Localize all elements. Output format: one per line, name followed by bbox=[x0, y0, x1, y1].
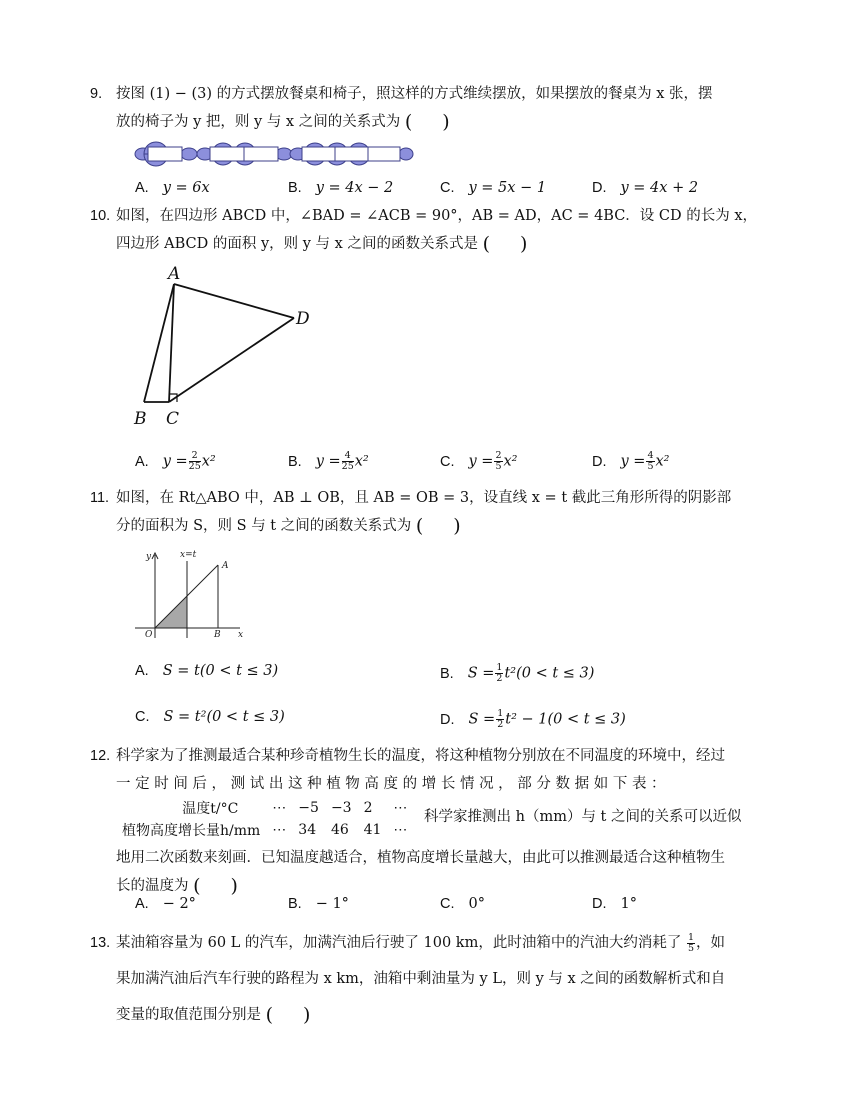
denominator: 5 bbox=[495, 461, 502, 472]
numerator: 1 bbox=[497, 708, 504, 719]
answer-paren-close: ) bbox=[453, 515, 461, 537]
fraction bbox=[687, 933, 695, 954]
option-text: 1° bbox=[620, 896, 637, 912]
option-text: 0° bbox=[468, 896, 485, 912]
fraction bbox=[189, 451, 201, 472]
numerator: 4 bbox=[342, 451, 354, 462]
label-a: A bbox=[168, 264, 181, 284]
fraction bbox=[494, 451, 502, 472]
option-c[interactable] bbox=[135, 709, 285, 725]
question-10 bbox=[90, 202, 764, 258]
table-cell: −3 bbox=[330, 800, 352, 816]
denominator: 5 bbox=[647, 461, 654, 472]
question-text: 长的温度为 bbox=[116, 878, 189, 894]
option-text: y = bbox=[468, 453, 494, 470]
question-number: 11. bbox=[90, 490, 110, 506]
label-b: B bbox=[134, 409, 147, 429]
table-cell: ⋯ bbox=[272, 800, 287, 816]
fraction bbox=[342, 451, 354, 472]
question-12 bbox=[90, 742, 764, 798]
question-text: ，如 bbox=[696, 935, 725, 951]
option-text: t² − 1(0 < t ≤ 3) bbox=[505, 711, 626, 728]
answer-paren-open: ( bbox=[415, 515, 424, 537]
option-label: B. bbox=[288, 180, 302, 196]
question-number: 13. bbox=[90, 935, 111, 951]
question-13 bbox=[90, 925, 764, 1033]
numerator: 1 bbox=[687, 931, 694, 943]
option-d[interactable] bbox=[440, 709, 626, 730]
option-label: D. bbox=[592, 896, 607, 912]
option-text: x² bbox=[201, 453, 216, 470]
question-text-line: 果加满汽油后汽车行驶的路程为 x km，油箱中剩油量为 y L，则 y 与 x 之间的函数解析式和自 bbox=[116, 971, 726, 987]
answer-paren-open: ( bbox=[265, 1004, 274, 1026]
option-text: S = t(0 < t ≤ 3) bbox=[162, 663, 279, 679]
table-cell: −5 bbox=[298, 800, 319, 816]
question-number: 10. bbox=[90, 208, 111, 224]
table-row bbox=[116, 797, 413, 819]
option-text: y = 5x − 1 bbox=[468, 180, 547, 196]
option-text: x² bbox=[655, 453, 670, 470]
question-text-line: 科学家推测出 h（mm）与 t 之间的关系可以近似 bbox=[424, 809, 742, 825]
question-text-line bbox=[116, 108, 764, 136]
label-y: y bbox=[146, 552, 152, 562]
table-cell: 46 bbox=[330, 822, 349, 838]
option-label: A. bbox=[135, 663, 149, 679]
table-cell: 34 bbox=[298, 822, 317, 838]
fraction bbox=[495, 663, 503, 684]
question-11 bbox=[90, 484, 764, 540]
question-9 bbox=[90, 80, 764, 136]
option-label: C. bbox=[440, 453, 455, 470]
option-d[interactable] bbox=[592, 180, 698, 196]
answer-paren-open: ( bbox=[404, 111, 413, 133]
numerator: 4 bbox=[647, 450, 654, 461]
table-cell: 植物高度增长量h/mm bbox=[122, 823, 261, 839]
option-text: y = bbox=[620, 453, 646, 470]
option-c[interactable] bbox=[440, 896, 485, 912]
fraction bbox=[646, 451, 654, 472]
question-text-line bbox=[116, 230, 764, 258]
question-text-line bbox=[116, 512, 764, 540]
question-text-line: 科学家为了推测最适合某种珍奇植物生长的温度，将这种植物分别放在不同温度的环境中，经过 bbox=[116, 748, 725, 764]
option-text: S = bbox=[468, 711, 496, 728]
answer-paren-close: ) bbox=[303, 1004, 311, 1026]
denominator: 5 bbox=[687, 942, 694, 954]
question-text: 四边形 ABCD 的面积 y，则 y 与 x 之间的函数关系式是 bbox=[116, 236, 478, 252]
option-c[interactable] bbox=[440, 451, 518, 472]
label-d: D bbox=[296, 309, 310, 329]
answer-paren-close: ) bbox=[519, 233, 528, 255]
numerator: 2 bbox=[189, 451, 201, 462]
question-text-line: 地用二次函数来刻画．已知温度越适合，植物高度增长量越大，由此可以推测最适合这种植物生 bbox=[116, 850, 725, 866]
question-text-line: 一 定 时 间 后 ， 测 试 出 这 种 植 物 高 度 的 增 长 情 况 ， 部 分 数 据 如 下 表 ： bbox=[116, 776, 666, 792]
denominator: 25 bbox=[188, 461, 201, 472]
tables-chairs-figure bbox=[134, 138, 414, 170]
option-text: − 1° bbox=[315, 896, 349, 912]
option-text: y = 4x − 2 bbox=[315, 180, 394, 196]
option-d[interactable] bbox=[592, 451, 670, 472]
answer-paren-open: ( bbox=[482, 233, 490, 255]
option-label: B. bbox=[288, 453, 302, 470]
triangle-graph-figure bbox=[130, 543, 255, 643]
option-text: y = bbox=[315, 453, 341, 470]
option-text: − 2° bbox=[162, 896, 196, 912]
label-o: O bbox=[145, 630, 153, 640]
denominator: 25 bbox=[341, 461, 354, 472]
option-label: D. bbox=[592, 180, 607, 196]
option-a[interactable] bbox=[135, 663, 278, 679]
label-b: B bbox=[214, 630, 221, 640]
option-label: C. bbox=[440, 180, 455, 196]
denominator: 2 bbox=[497, 719, 504, 730]
answer-paren-close: ) bbox=[442, 111, 450, 133]
question-number: 9. bbox=[90, 86, 103, 102]
option-label: A. bbox=[135, 896, 149, 912]
table-cell: 2 bbox=[363, 800, 373, 816]
option-label: B. bbox=[440, 665, 454, 682]
question-12-cont bbox=[116, 844, 764, 900]
table-cell: ⋯ bbox=[272, 822, 287, 838]
option-text: y = bbox=[162, 453, 188, 470]
question-number: 12. bbox=[90, 748, 111, 764]
table-cell: 温度t/°C bbox=[182, 801, 239, 817]
option-label: C. bbox=[440, 896, 455, 912]
label-c: C bbox=[166, 409, 180, 429]
option-c[interactable] bbox=[440, 180, 546, 196]
question-text-line: 如图，在 Rt△ABO 中，AB ⊥ OB，且 AB = OB = 3，设直线 x = t 截此三角形所得的阴影部 bbox=[116, 490, 732, 506]
answer-paren-close: ) bbox=[230, 875, 238, 897]
table-cell: 41 bbox=[363, 822, 382, 838]
fraction bbox=[496, 709, 504, 730]
numerator: 2 bbox=[495, 450, 502, 461]
table-cell: ⋯ bbox=[393, 822, 408, 838]
question-text: 放的椅子为 y 把，则 y 与 x 之间的关系式为 bbox=[116, 114, 401, 130]
option-label: A. bbox=[135, 180, 149, 196]
option-d[interactable] bbox=[592, 896, 637, 912]
label-x: x bbox=[238, 630, 244, 640]
option-b[interactable] bbox=[288, 180, 393, 196]
option-text: t²(0 < t ≤ 3) bbox=[504, 665, 595, 682]
label-x-eq-t: x=t bbox=[180, 550, 197, 560]
option-a[interactable] bbox=[135, 451, 216, 472]
option-b[interactable] bbox=[288, 896, 349, 912]
question-text-line: 按图 (1) − (3) 的方式摆放餐桌和椅子，照这样的方式维续摆放，如果摆放的餐桌为 x 张，摆 bbox=[116, 86, 713, 102]
option-b[interactable] bbox=[288, 451, 369, 472]
question-text-line bbox=[116, 925, 764, 961]
option-text: S = t²(0 < t ≤ 3) bbox=[163, 709, 285, 725]
option-b[interactable] bbox=[440, 663, 594, 684]
option-label: D. bbox=[440, 711, 455, 728]
answer-paren-open: ( bbox=[193, 875, 201, 897]
quadrilateral-figure bbox=[128, 262, 328, 432]
option-text: y = 4x + 2 bbox=[620, 180, 699, 196]
option-label: B. bbox=[288, 896, 302, 912]
option-a[interactable] bbox=[135, 180, 210, 196]
option-text: x² bbox=[503, 453, 518, 470]
option-text: y = 6x bbox=[162, 180, 210, 196]
table-row bbox=[116, 819, 413, 841]
option-text: x² bbox=[354, 453, 369, 470]
table-cell: ⋯ bbox=[393, 800, 408, 816]
question-text-line: 如图，在四边形 ABCD 中，∠BAD = ∠ACB = 90°，AB = AD，AC = 4BC．设 CD 的长为 x， bbox=[116, 208, 758, 224]
question-text: 分的面积为 S，则 S 与 t 之间的函数关系式为 bbox=[116, 518, 412, 534]
question-text: 某油箱容量为 60 L 的汽车，加满汽油后行驶了 100 km，此时油箱中的汽油大约消耗了 bbox=[116, 935, 682, 951]
option-label: A. bbox=[135, 453, 149, 470]
label-a: A bbox=[222, 561, 229, 571]
option-text: S = bbox=[467, 665, 495, 682]
denominator: 2 bbox=[496, 673, 503, 684]
option-a[interactable] bbox=[135, 896, 196, 912]
question-text: 变量的取值范围分别是 bbox=[116, 1007, 261, 1023]
question-text-line bbox=[116, 997, 764, 1033]
option-label: D. bbox=[592, 453, 607, 470]
data-table bbox=[116, 797, 413, 841]
numerator: 1 bbox=[496, 662, 503, 673]
option-label: C. bbox=[135, 709, 150, 725]
